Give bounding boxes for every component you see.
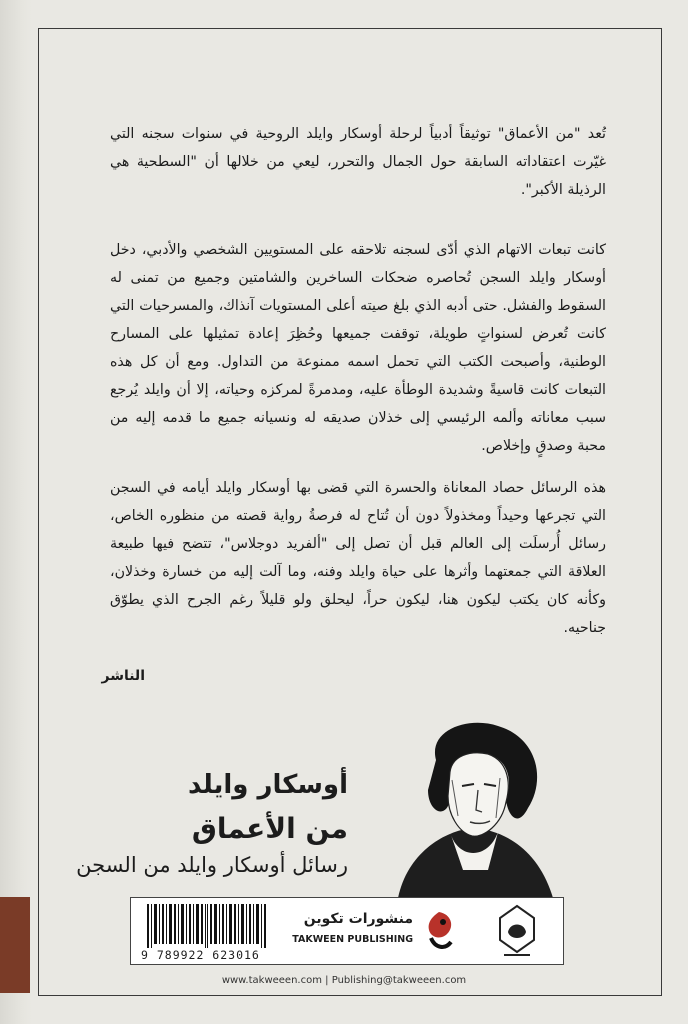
book-title: من الأعماق bbox=[191, 812, 348, 845]
contact-separator: | bbox=[325, 975, 329, 986]
email-link[interactable]: Publishing@takweeen.com bbox=[331, 975, 467, 986]
publisher-info-bar bbox=[130, 897, 564, 965]
isbn-barcode bbox=[147, 904, 267, 948]
blurb-paragraph-1: تُعد "من الأعماق" توثيقاً أدبياً لرحلة أوسكار وايلد الروحية في سنوات سجنه التي غيّرت اعتقاداته السابقة حول الجمال والتحرر، ليعي من خلالها أن "السطحية هي الرذيلة الأكبر". bbox=[110, 126, 606, 198]
publisher-signature: الناشر bbox=[101, 668, 145, 684]
spine-edge bbox=[0, 0, 32, 1024]
takween-logo-icon bbox=[421, 908, 457, 954]
blurb-paragraph-3: هذه الرسائل حصاد المعاناة والحسرة التي قضى بها أوسكار وايلد أيامه في السجن التي تجرعها وحيداً ومخذولاً دون أن تُتاح له فرصةُ رواية قصته من منظوره الخاص، رسائل أُرسلَت إلى العالم قبل أن تصل إلى "ألفريد دوجلاس"، تتضح فيها طبيعة العلاقة التي جمعتهما وأثرها على حياة وايلد وفنه، وما آلت إليه من خسارة وخذلان، وكأنه كان يكتب ليكون هنا، ليكون حراً، ليحلق ولو قليلاً رغم الجرح الذي يطوّق جناحيه. bbox=[110, 480, 606, 636]
publisher-seal-icon bbox=[494, 904, 540, 960]
author-name: أوسكار وايلد bbox=[187, 770, 348, 800]
book-subtitle: رسائل أوسكار وايلد من السجن bbox=[76, 853, 348, 877]
website-link[interactable]: www.takweeen.com bbox=[221, 975, 322, 986]
isbn-digits: 9 789922 623016 bbox=[141, 948, 260, 962]
author-portrait-illustration bbox=[388, 720, 558, 898]
publisher-name-english: TAKWEEN PUBLISHING bbox=[292, 934, 413, 945]
contact-line bbox=[0, 975, 688, 986]
publisher-name-arabic: منشورات تكوين bbox=[303, 911, 413, 927]
blurb-paragraph-2: كانت تبعات الاتهام الذي أدّى لسجنه تلاحقه على المستويين الشخصي والأدبي، دخل أوسكار وايلد السجن تُحاصره ضحكات الساخرين والشامتين وجميع من تمنى له السقوط والفشل. حتى أدبه الذي بلغ صيته أعلى المستويات آنذاك، والمسرحيات التي كانت تُعرض لسنواتٍ طويلة، توقفت جميعها وحُظِرَ إعادة تمثيلها على المسارح الوطنية، وأصبحت الكتب التي تحمل اسمه ممنوعة من التداول. ومع أن كل هذه التبعات كانت قاسيةً وشديدة الوطأة عليه، ومدمرةً لمركزه وحياته، إلا أن وايلد يُرجع سبب معاناته وألمه الرئيسي إلى خذلان صديقه له ونسيانه جميع ما قدمه إليه من محبة وصدقٍ وإخلاص. bbox=[110, 242, 606, 454]
